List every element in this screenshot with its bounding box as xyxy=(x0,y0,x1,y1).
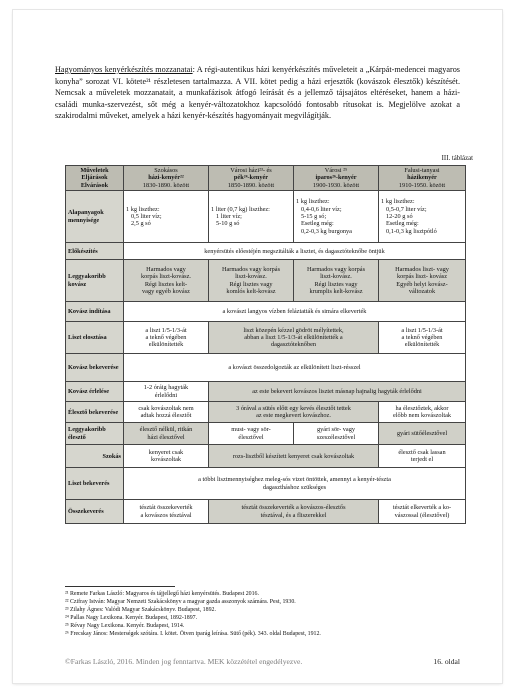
table-cell xyxy=(124,260,209,302)
table-cell: a kovászt langyos vízben feláztatták és simára elkeverték xyxy=(124,302,466,322)
footnotes xyxy=(65,590,465,638)
cell-line: krumplis kelt-kovász xyxy=(309,288,363,296)
intro-paragraph xyxy=(55,64,460,122)
footnote: ²² Czifray István: Magyar Nemzeti Szakácskönyv a magyar gazda asszonyok számára. Pest, 1930. xyxy=(65,599,296,605)
header-line: iparos²⁶-kenyér xyxy=(315,174,357,182)
table-header-row xyxy=(66,166,466,191)
table-cell xyxy=(379,445,466,468)
cell-line: vászossal (élesztővel) xyxy=(394,511,450,519)
cell-line: korpás liszt-kovász. xyxy=(140,273,191,281)
cell-line: 1 liter (0,7 kg) liszthez: xyxy=(211,205,270,213)
cell-line: 12-20 g só xyxy=(386,213,413,221)
cell-line: a liszt 1/5-1/3-át xyxy=(145,326,187,334)
table-cell xyxy=(294,191,379,243)
cell-line: kovászoltak xyxy=(150,456,182,464)
cell-line: tésztát összekeverték xyxy=(139,504,193,512)
cell-line: 2,5 g só xyxy=(131,220,151,228)
table-cell xyxy=(209,322,379,354)
cell-line: elkülönítették xyxy=(404,341,440,349)
cell-line: dagasztóteknőben xyxy=(270,341,317,349)
cell-line: előbb nem kovászoltak xyxy=(392,412,452,420)
table-cell xyxy=(209,191,294,243)
header-line: Városi ²⁵ xyxy=(324,167,348,174)
intro-text: : A régi-autentikus házi kenyérkészítés műveleteit a „Kárpát-medencei magyaros konyha” sorozat VI. kötete²¹ részletesen tartalmazza. A VII. kötet pedig a házi erjesztők (kovászok élesztők) készítését. Nemcsak a műveletek mozzanatait, a munkafázisok átfogó leírását és a jellemző tájsajátos eltéréseket, hanem a házi-családi munka-szervezést, sőt még a kenyér-változatokhoz kapcsolódó fontosabb rítusokat is. Megjelölve azokat a szakirodalmi műveket, amelyek a házi kenyér-készítés hagyományait megvilágítják. xyxy=(55,65,460,121)
cell-line: Harmados vagy korpás xyxy=(306,265,366,273)
row-label: Alapanyagok mennyisége xyxy=(66,191,124,243)
table-cell xyxy=(124,402,209,423)
cell-line: 3 órával a sütés előtt egy kevés élesztőt tettek xyxy=(236,404,351,412)
row-label: Élesztő bekeverése xyxy=(66,402,124,423)
table-cell xyxy=(379,260,466,302)
table-row xyxy=(66,322,466,354)
cell-line: szeszélesztővel xyxy=(316,433,356,441)
cell-line: 1-2 óráig hagyták xyxy=(143,384,189,392)
table-cell xyxy=(124,322,209,354)
table-cell xyxy=(124,468,466,500)
cell-line: 1 kg liszthez: xyxy=(381,198,415,206)
header-label-line: Elvárások xyxy=(80,181,109,189)
cell-line: 0,5 liter víz; xyxy=(131,213,162,221)
table-row xyxy=(66,260,466,302)
table-cell xyxy=(379,402,466,423)
row-label: Leggyakoribb kovász xyxy=(66,260,124,302)
table-cell xyxy=(379,500,466,524)
cell-line: Régi lisztes vagy xyxy=(229,280,273,288)
cell-line: dagasztháshoz szükséges xyxy=(262,483,327,491)
cell-line: Harmados vagy korpás xyxy=(221,265,281,273)
table-cell xyxy=(124,445,209,468)
cell-line: a liszt 1/5-1/3-át xyxy=(401,326,443,334)
table-cell xyxy=(379,423,466,445)
table-cell: az este bekevert kovászos lisztet másnap hajnalig hagyták érlelődni xyxy=(209,382,466,402)
header-line: pék²⁴-kenyér xyxy=(233,174,269,182)
cell-line: tésztát összekeverték a kovászos-élesztős xyxy=(241,504,346,512)
cell-line: 0,5-0,7 liter víz; xyxy=(386,205,427,213)
table-row xyxy=(66,445,466,468)
row-label: Előkészítés xyxy=(66,243,124,260)
cell-line: tésztát elkeverték a ko- xyxy=(392,504,452,512)
cell-line: a többi lisztmennyiséghez meleg-sós vizet öntöttek, amennyi a kenyér-tészta xyxy=(198,476,391,484)
header-col-4 xyxy=(379,166,466,191)
table-row xyxy=(66,354,466,382)
cell-line: gyári sör- vagy xyxy=(317,426,355,434)
table-cell xyxy=(124,191,209,243)
header-label-line: Eljárások xyxy=(81,174,108,182)
table-row xyxy=(66,191,466,243)
cell-line: Régi lisztes vagy xyxy=(314,280,358,288)
cell-line: gyári sütőélesztővel xyxy=(396,430,448,438)
cell-line: korpás liszt- kovász xyxy=(396,273,447,281)
cell-line: 1 kg liszthez: xyxy=(126,205,160,213)
header-col-1 xyxy=(124,166,209,191)
table-cell xyxy=(209,500,379,524)
cell-line: Régi lisztes kelt- xyxy=(144,280,188,288)
table-cell xyxy=(124,500,209,524)
cell-line: liszt-kovász. xyxy=(320,273,352,281)
cell-line: komlós kelt-kovász xyxy=(226,288,276,296)
cell-line: 5-15 g só; xyxy=(301,213,327,221)
cell-line: ha élesztőztek, akkor xyxy=(395,404,449,412)
cell-line: kenyeret csak xyxy=(148,448,184,456)
cell-line: 1 liter víz; xyxy=(216,213,242,221)
table-cell xyxy=(209,402,379,423)
table-cell xyxy=(379,322,466,354)
table-row xyxy=(66,243,466,260)
cell-line: élesztővel xyxy=(238,433,264,441)
table-row xyxy=(66,423,466,445)
row-label: Szokás xyxy=(66,445,124,468)
row-label: Liszt bekeverés xyxy=(66,468,124,500)
row-label: Leggyakoribb élesztő xyxy=(66,423,124,445)
cell-line: házi élesztővel xyxy=(147,433,185,441)
header-line: házi-kenyér²² xyxy=(148,174,184,182)
cell-line: tésztával, és a fliszerekkel xyxy=(260,511,327,519)
bread-process-table xyxy=(65,165,466,524)
cell-line: elkülönítették xyxy=(148,341,184,349)
header-label-line: Műveletek xyxy=(80,167,109,174)
cell-line: Egyéb helyi kovász- xyxy=(396,280,448,288)
cell-line: 0,2-0,3 kg burgonya xyxy=(301,227,352,235)
table-cell xyxy=(294,423,379,445)
header-line: 1850-1890. között xyxy=(227,181,275,189)
cell-line: a teknő végében xyxy=(401,334,443,342)
cell-line: Esetleg még: xyxy=(301,220,334,228)
cell-line: 0,4-0,6 liter víz; xyxy=(301,205,342,213)
table-cell xyxy=(209,260,294,302)
header-line: házikenyér xyxy=(407,174,437,182)
row-label: Összekeverés xyxy=(66,500,124,524)
footnote-divider xyxy=(65,586,175,587)
table-cell: a kovászt összedolgozták az elkülönített liszt-résszel xyxy=(124,354,466,382)
footnote: ²⁵ Révay Nagy Lexikona. Kenyér. Budapest, 1914. xyxy=(65,623,185,629)
table-row xyxy=(66,302,466,322)
cell-line: Harmados vagy xyxy=(146,265,186,273)
cell-line: Harmados liszt- vagy xyxy=(395,265,449,273)
cell-line: csak kovászoltak nem xyxy=(138,404,194,412)
header-label-cell xyxy=(66,166,124,191)
cell-line: 1 kg liszthez: xyxy=(296,198,330,206)
cell-line: változatok xyxy=(408,288,436,296)
cell-line: terjedt el xyxy=(410,456,434,464)
header-line: 1900-1930. között xyxy=(312,181,360,189)
cell-line: must- vagy sör- xyxy=(231,426,271,434)
cell-line: az este megkevert kovászhoz. xyxy=(256,412,331,420)
row-label: Liszt elosztása xyxy=(66,322,124,354)
cell-line: a kovászos tésztával xyxy=(140,511,192,519)
cell-line: élesztő nélkül, ritkán xyxy=(139,426,193,434)
header-line: Falusi-tanyasi xyxy=(404,167,440,174)
page-number: 16. oldal xyxy=(433,657,460,666)
row-label: Kovász indítása xyxy=(66,302,124,322)
table-cell: rozs-lisztből készített kenyeret csak kovászoltak xyxy=(209,445,379,468)
row-label: Kovász bekeverése xyxy=(66,354,124,382)
header-line: Városi házi²³- és xyxy=(230,167,272,174)
header-line: Szokásos xyxy=(154,167,178,174)
footnote: ²³ Zilahy Ágnes: Valódi Magyar Szakácskönyv. Budapest, 1892. xyxy=(65,607,216,613)
table-cell xyxy=(379,191,466,243)
cell-line: a teknő végében xyxy=(145,334,187,342)
cell-line: vagy egyéb kovász xyxy=(142,288,190,296)
table-cell xyxy=(209,423,294,445)
table-cell xyxy=(124,382,209,402)
footnote: ²⁴ Pallas Nagy Lexikona. Kenyér. Budapest, 1892-1897. xyxy=(65,615,198,621)
cell-line: 0,1-0,3 kg lisztpótló xyxy=(386,227,437,235)
header-col-2 xyxy=(209,166,294,191)
header-line: 1830-1890. között xyxy=(142,181,190,189)
footnote: ²⁶ Frecskay János: Mesterségek szótára. I. kötet. Ötven iparág leírása. Sütő (pék). 343. oldal Budapest, 1912. xyxy=(65,631,321,637)
header-line: 1910-1950. között xyxy=(398,181,446,189)
cell-line: liszt közepén kézzel gödröt mélyítettek, xyxy=(243,326,344,334)
intro-heading: Hagyományos kenyérkészítés mozzanatai xyxy=(55,65,193,74)
table-row xyxy=(66,500,466,524)
cell-line: Esetleg még: xyxy=(386,220,419,228)
row-label: Kovász érlelése xyxy=(66,382,124,402)
table-row xyxy=(66,402,466,423)
footnote: ²¹ Remete Farkas László: Magyaros és tájjellegű házi kenyérsütés. Budapest 2016. xyxy=(65,591,259,597)
cell-line: érlelődni xyxy=(154,391,178,399)
cell-line: élesztő csak lassan xyxy=(398,448,446,456)
table-cell: kenyérsütés előestéjén megszitálták a lisztet, és dagasztóteknőbe öntjük xyxy=(124,243,466,260)
copyright-notice: ©Farkas László, 2016. Minden jog fenntartva. MEK közzététel engedélyezve. xyxy=(65,657,303,666)
cell-line: liszt-kovász. xyxy=(235,273,267,281)
table-row xyxy=(66,382,466,402)
cell-line: adtak hozzá élesztőt xyxy=(140,412,192,420)
cell-line: 5-10 g só xyxy=(216,220,240,228)
page-footer xyxy=(65,657,460,666)
table-row xyxy=(66,468,466,500)
header-col-3 xyxy=(294,166,379,191)
table-cell xyxy=(124,423,209,445)
table-label: III. táblázat xyxy=(441,155,473,162)
cell-line: abban a liszt 1/5-1/3-át elkülönítették a xyxy=(244,334,343,342)
table-cell xyxy=(294,260,379,302)
